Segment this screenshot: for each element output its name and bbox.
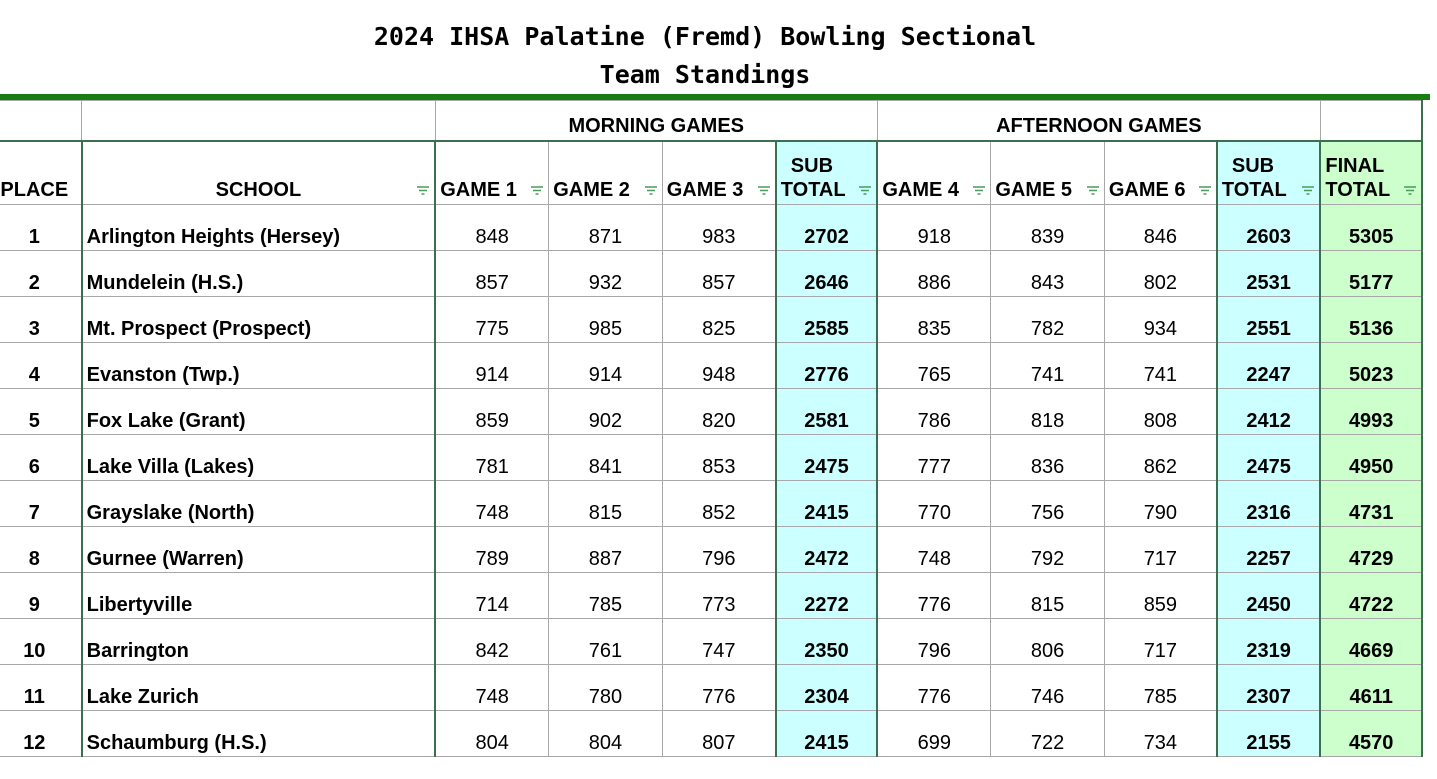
game-2-cell[interactable]: 804 bbox=[549, 711, 663, 757]
place-cell[interactable]: 11 bbox=[0, 665, 82, 711]
game-2-cell[interactable]: 871 bbox=[549, 205, 663, 251]
column-header-row bbox=[0, 141, 1422, 205]
game-2-cell[interactable]: 761 bbox=[549, 619, 663, 665]
game-6-cell[interactable]: 785 bbox=[1104, 665, 1217, 711]
final-total-cell[interactable]: 4611 bbox=[1320, 665, 1422, 711]
sub-total-1-cell[interactable]: 2350 bbox=[776, 619, 878, 665]
sub-total-1-cell[interactable]: 2472 bbox=[776, 527, 878, 573]
col-header-game-3[interactable] bbox=[662, 141, 776, 205]
col-header-label: TOTAL bbox=[780, 179, 846, 201]
game-3-cell[interactable]: 825 bbox=[662, 297, 776, 343]
col-header-game-1[interactable] bbox=[435, 141, 549, 205]
filter-icon[interactable] bbox=[1198, 186, 1212, 196]
sub-total-1-cell[interactable]: 2304 bbox=[776, 665, 878, 711]
table-row bbox=[0, 619, 1422, 665]
standings-table bbox=[0, 100, 1423, 757]
sub-total-2-cell[interactable]: 2257 bbox=[1217, 527, 1321, 573]
col-header-school[interactable] bbox=[82, 141, 436, 205]
school-cell[interactable]: Barrington bbox=[82, 619, 436, 665]
game-3-cell[interactable]: 773 bbox=[662, 573, 776, 619]
table-row bbox=[0, 527, 1422, 573]
game-1-cell[interactable]: 775 bbox=[435, 297, 549, 343]
final-total-cell[interactable]: 4669 bbox=[1320, 619, 1422, 665]
col-header-place[interactable] bbox=[0, 141, 82, 205]
game-1-cell[interactable]: 914 bbox=[435, 343, 549, 389]
table-row bbox=[0, 665, 1422, 711]
sub-total-1-cell[interactable]: 2415 bbox=[776, 711, 878, 757]
col-header-label: SCHOOL bbox=[215, 179, 302, 201]
game-4-cell[interactable]: 776 bbox=[877, 573, 991, 619]
place-cell[interactable]: 9 bbox=[0, 573, 82, 619]
game-5-cell[interactable]: 843 bbox=[991, 251, 1105, 297]
school-cell[interactable]: Mt. Prospect (Prospect) bbox=[82, 297, 436, 343]
final-total-cell[interactable]: 4950 bbox=[1320, 435, 1422, 481]
game-2-cell[interactable]: 887 bbox=[549, 527, 663, 573]
school-cell[interactable]: Mundelein (H.S.) bbox=[82, 251, 436, 297]
filter-icon[interactable] bbox=[757, 186, 771, 196]
game-2-cell[interactable]: 902 bbox=[549, 389, 663, 435]
filter-icon[interactable] bbox=[416, 186, 430, 196]
filter-icon[interactable] bbox=[858, 186, 872, 196]
game-1-cell[interactable]: 748 bbox=[435, 481, 549, 527]
place-cell[interactable]: 7 bbox=[0, 481, 82, 527]
game-2-cell[interactable]: 815 bbox=[549, 481, 663, 527]
sub-total-1-cell[interactable]: 2581 bbox=[776, 389, 878, 435]
sub-total-2-cell[interactable]: 2316 bbox=[1217, 481, 1321, 527]
place-cell[interactable]: 6 bbox=[0, 435, 82, 481]
game-6-cell[interactable]: 717 bbox=[1104, 527, 1217, 573]
sub-total-2-cell[interactable]: 2531 bbox=[1217, 251, 1321, 297]
filter-icon[interactable] bbox=[644, 186, 658, 196]
game-4-cell[interactable]: 770 bbox=[877, 481, 991, 527]
school-cell[interactable]: Libertyville bbox=[82, 573, 436, 619]
game-5-cell[interactable]: 839 bbox=[991, 205, 1105, 251]
game-6-cell[interactable]: 790 bbox=[1104, 481, 1217, 527]
game-6-cell[interactable]: 859 bbox=[1104, 573, 1217, 619]
game-2-cell[interactable]: 841 bbox=[549, 435, 663, 481]
final-total-cell[interactable]: 4731 bbox=[1320, 481, 1422, 527]
game-5-cell[interactable]: 741 bbox=[991, 343, 1105, 389]
place-cell[interactable]: 4 bbox=[0, 343, 82, 389]
school-cell[interactable]: Fox Lake (Grant) bbox=[82, 389, 436, 435]
game-2-cell[interactable]: 914 bbox=[549, 343, 663, 389]
final-total-cell[interactable]: 4570 bbox=[1320, 711, 1422, 757]
col-header-label: GAME 5 bbox=[995, 179, 1073, 201]
sheet-title bbox=[0, 0, 1437, 95]
place-cell[interactable]: 3 bbox=[0, 297, 82, 343]
game-1-cell[interactable]: 804 bbox=[435, 711, 549, 757]
game-6-cell[interactable]: 862 bbox=[1104, 435, 1217, 481]
game-3-cell[interactable]: 852 bbox=[662, 481, 776, 527]
game-4-cell[interactable]: 748 bbox=[877, 527, 991, 573]
game-6-cell[interactable]: 734 bbox=[1104, 711, 1217, 757]
sub-total-1-cell[interactable]: 2415 bbox=[776, 481, 878, 527]
place-cell[interactable]: 2 bbox=[0, 251, 82, 297]
school-cell[interactable]: Arlington Heights (Hersey) bbox=[82, 205, 436, 251]
col-header-sub-total-1[interactable] bbox=[776, 141, 878, 205]
afternoon-games-header[interactable]: AFTERNOON GAMES bbox=[877, 101, 1320, 141]
game-3-cell[interactable]: 948 bbox=[662, 343, 776, 389]
game-5-cell[interactable]: 782 bbox=[991, 297, 1105, 343]
sub-total-2-cell[interactable]: 2319 bbox=[1217, 619, 1321, 665]
game-4-cell[interactable]: 699 bbox=[877, 711, 991, 757]
col-header-label: GAME 6 bbox=[1108, 179, 1186, 201]
col-header-final-total[interactable] bbox=[1320, 141, 1422, 205]
place-cell[interactable]: 12 bbox=[0, 711, 82, 757]
game-4-cell[interactable]: 765 bbox=[877, 343, 991, 389]
game-1-cell[interactable]: 789 bbox=[435, 527, 549, 573]
game-3-cell[interactable]: 853 bbox=[662, 435, 776, 481]
game-6-cell[interactable]: 717 bbox=[1104, 619, 1217, 665]
game-4-cell[interactable]: 796 bbox=[877, 619, 991, 665]
col-header-label: GAME 4 bbox=[882, 179, 959, 201]
group-header-empty bbox=[82, 101, 436, 141]
col-header-label: TOTAL bbox=[1221, 179, 1287, 201]
game-4-cell[interactable]: 776 bbox=[877, 665, 991, 711]
game-4-cell[interactable]: 786 bbox=[877, 389, 991, 435]
sub-total-1-cell[interactable]: 2776 bbox=[776, 343, 878, 389]
game-5-cell[interactable]: 818 bbox=[991, 389, 1105, 435]
final-total-cell[interactable]: 5023 bbox=[1320, 343, 1422, 389]
table-row bbox=[0, 573, 1422, 619]
sub-total-1-cell[interactable]: 2585 bbox=[776, 297, 878, 343]
game-2-cell[interactable]: 932 bbox=[549, 251, 663, 297]
sub-total-1-cell[interactable]: 2475 bbox=[776, 435, 878, 481]
place-cell[interactable]: 8 bbox=[0, 527, 82, 573]
col-header-label: SUB bbox=[1231, 155, 1275, 177]
final-total-cell[interactable]: 5305 bbox=[1320, 205, 1422, 251]
col-header-game-5[interactable] bbox=[991, 141, 1105, 205]
col-header-label: FINAL bbox=[1325, 155, 1385, 177]
place-cell[interactable]: 5 bbox=[0, 389, 82, 435]
school-cell[interactable]: Lake Zurich bbox=[82, 665, 436, 711]
game-4-cell[interactable]: 918 bbox=[877, 205, 991, 251]
morning-games-header[interactable]: MORNING GAMES bbox=[435, 101, 877, 141]
game-5-cell[interactable]: 806 bbox=[991, 619, 1105, 665]
final-total-cell[interactable]: 4993 bbox=[1320, 389, 1422, 435]
sub-total-2-cell[interactable]: 2551 bbox=[1217, 297, 1321, 343]
game-2-cell[interactable]: 785 bbox=[549, 573, 663, 619]
game-1-cell[interactable]: 748 bbox=[435, 665, 549, 711]
game-5-cell[interactable]: 792 bbox=[991, 527, 1105, 573]
game-6-cell[interactable]: 741 bbox=[1104, 343, 1217, 389]
game-5-cell[interactable]: 836 bbox=[991, 435, 1105, 481]
game-4-cell[interactable]: 777 bbox=[877, 435, 991, 481]
sub-total-2-cell[interactable]: 2307 bbox=[1217, 665, 1321, 711]
table-row bbox=[0, 481, 1422, 527]
game-6-cell[interactable]: 802 bbox=[1104, 251, 1217, 297]
game-1-cell[interactable]: 714 bbox=[435, 573, 549, 619]
sub-total-1-cell[interactable]: 2272 bbox=[776, 573, 878, 619]
school-cell[interactable]: Schaumburg (H.S.) bbox=[82, 711, 436, 757]
game-1-cell[interactable]: 781 bbox=[435, 435, 549, 481]
game-1-cell[interactable]: 857 bbox=[435, 251, 549, 297]
game-5-cell[interactable]: 722 bbox=[991, 711, 1105, 757]
table-row bbox=[0, 297, 1422, 343]
filter-icon[interactable] bbox=[1301, 186, 1315, 196]
col-header-sub-total-2[interactable] bbox=[1217, 141, 1321, 205]
col-header-label: TOTAL bbox=[1325, 179, 1391, 201]
table-row bbox=[0, 711, 1422, 757]
game-5-cell[interactable]: 746 bbox=[991, 665, 1105, 711]
game-6-cell[interactable]: 808 bbox=[1104, 389, 1217, 435]
filter-icon[interactable] bbox=[1086, 186, 1100, 196]
school-cell[interactable]: Lake Villa (Lakes) bbox=[82, 435, 436, 481]
game-4-cell[interactable]: 835 bbox=[877, 297, 991, 343]
game-1-cell[interactable]: 848 bbox=[435, 205, 549, 251]
group-header-row bbox=[0, 101, 1422, 141]
game-3-cell[interactable]: 983 bbox=[662, 205, 776, 251]
school-cell[interactable]: Grayslake (North) bbox=[82, 481, 436, 527]
col-header-game-6[interactable] bbox=[1104, 141, 1217, 205]
game-3-cell[interactable]: 820 bbox=[662, 389, 776, 435]
col-header-game-2[interactable] bbox=[549, 141, 663, 205]
school-cell[interactable]: Gurnee (Warren) bbox=[82, 527, 436, 573]
table-row bbox=[0, 251, 1422, 297]
col-header-label: SUB bbox=[790, 155, 834, 177]
col-header-label: GAME 1 bbox=[440, 179, 517, 201]
sub-total-2-cell[interactable]: 2603 bbox=[1217, 205, 1321, 251]
final-total-cell[interactable]: 5177 bbox=[1320, 251, 1422, 297]
sub-total-2-cell[interactable]: 2155 bbox=[1217, 711, 1321, 757]
filter-icon[interactable] bbox=[1403, 186, 1417, 196]
place-cell[interactable]: 1 bbox=[0, 205, 82, 251]
sub-total-2-cell[interactable]: 2475 bbox=[1217, 435, 1321, 481]
title-line-2: Team Standings bbox=[599, 60, 811, 89]
game-3-cell[interactable]: 747 bbox=[662, 619, 776, 665]
final-total-cell[interactable]: 4722 bbox=[1320, 573, 1422, 619]
game-5-cell[interactable]: 815 bbox=[991, 573, 1105, 619]
final-total-cell[interactable]: 5136 bbox=[1320, 297, 1422, 343]
game-2-cell[interactable]: 780 bbox=[549, 665, 663, 711]
sub-total-2-cell[interactable]: 2412 bbox=[1217, 389, 1321, 435]
table-row bbox=[0, 343, 1422, 389]
col-header-game-4[interactable] bbox=[877, 141, 991, 205]
game-1-cell[interactable]: 842 bbox=[435, 619, 549, 665]
table-row bbox=[0, 205, 1422, 251]
sub-total-1-cell[interactable]: 2646 bbox=[776, 251, 878, 297]
sub-total-1-cell[interactable]: 2702 bbox=[776, 205, 878, 251]
place-cell[interactable]: 10 bbox=[0, 619, 82, 665]
game-3-cell[interactable]: 796 bbox=[662, 527, 776, 573]
title-line-1: 2024 IHSA Palatine (Fremd) Bowling Sectional bbox=[373, 22, 1037, 51]
col-header-label: GAME 3 bbox=[666, 179, 744, 201]
group-header-empty bbox=[1320, 101, 1422, 141]
col-header-label: GAME 2 bbox=[553, 179, 630, 201]
table-row bbox=[0, 435, 1422, 481]
sub-total-2-cell[interactable]: 2247 bbox=[1217, 343, 1321, 389]
col-header-label: PLACE bbox=[0, 179, 69, 201]
filter-icon[interactable] bbox=[530, 186, 544, 196]
sub-total-2-cell[interactable]: 2450 bbox=[1217, 573, 1321, 619]
group-header-empty bbox=[0, 101, 82, 141]
filter-icon[interactable] bbox=[972, 186, 986, 196]
table-row bbox=[0, 389, 1422, 435]
game-3-cell[interactable]: 857 bbox=[662, 251, 776, 297]
game-3-cell[interactable]: 776 bbox=[662, 665, 776, 711]
game-1-cell[interactable]: 859 bbox=[435, 389, 549, 435]
game-4-cell[interactable]: 886 bbox=[877, 251, 991, 297]
game-5-cell[interactable]: 756 bbox=[991, 481, 1105, 527]
school-cell[interactable]: Evanston (Twp.) bbox=[82, 343, 436, 389]
game-6-cell[interactable]: 846 bbox=[1104, 205, 1217, 251]
final-total-cell[interactable]: 4729 bbox=[1320, 527, 1422, 573]
game-6-cell[interactable]: 934 bbox=[1104, 297, 1217, 343]
game-2-cell[interactable]: 985 bbox=[549, 297, 663, 343]
game-3-cell[interactable]: 807 bbox=[662, 711, 776, 757]
